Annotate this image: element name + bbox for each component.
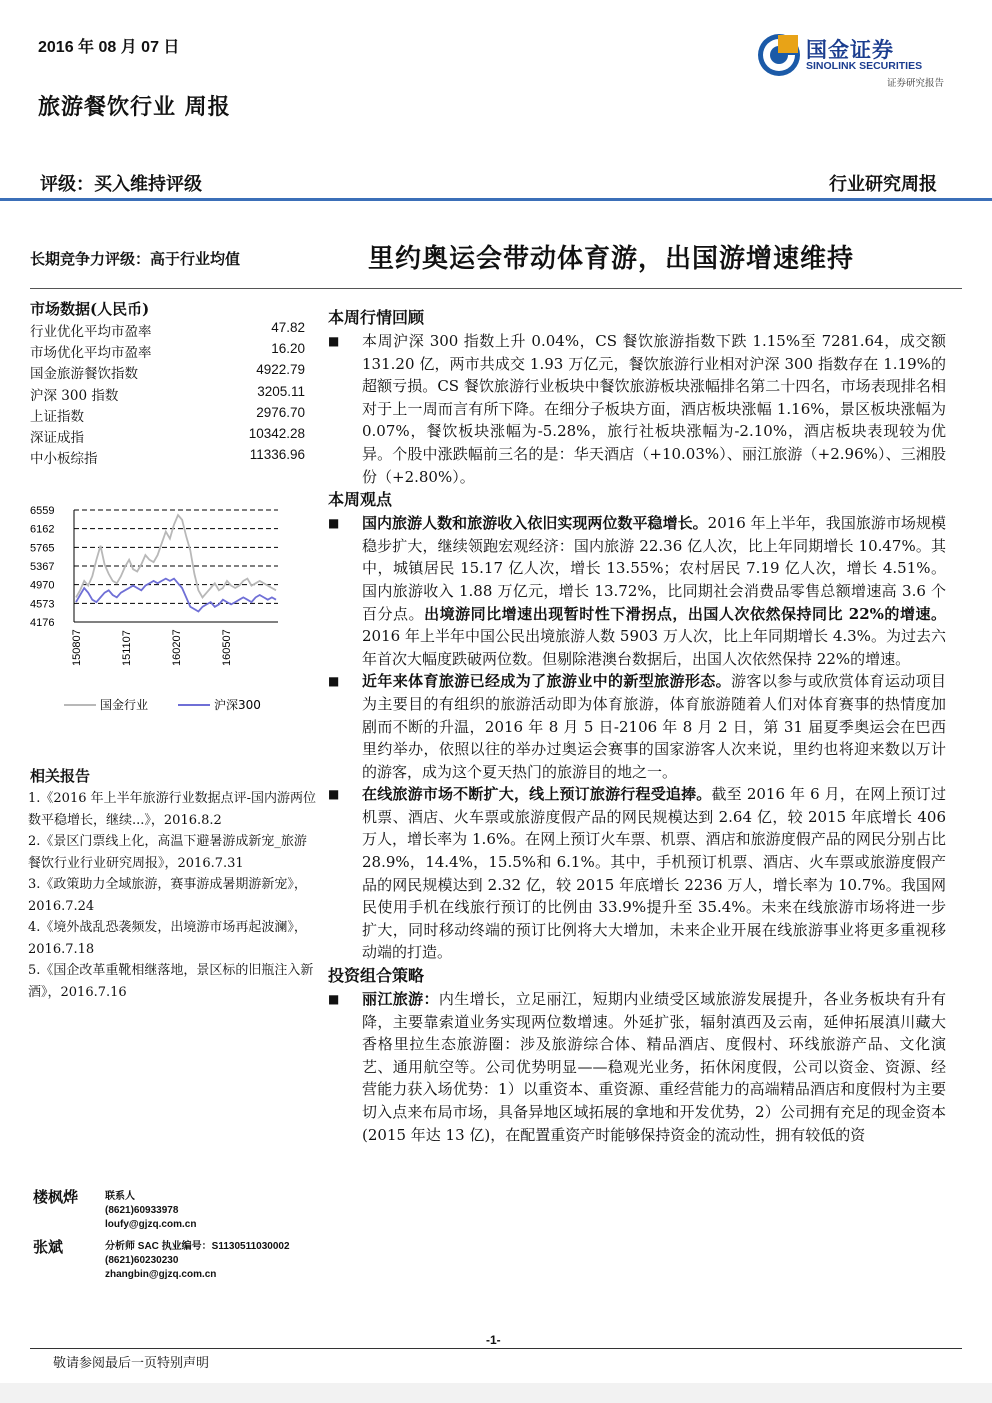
related-report-item: 4.《境外战乱恐袭频发，出境游市场再起波澜》，2016.7.18	[28, 920, 307, 957]
authors	[33, 1186, 323, 1286]
market-data-row	[30, 405, 305, 426]
market-data-title: 市场数据(人民币)	[30, 300, 150, 318]
related-report-item: 3.《政策助力全域旅游，赛事游成暑期游新宠》，2016.7.24	[28, 877, 307, 914]
market-data-row	[30, 341, 305, 362]
market-data-row	[30, 384, 305, 405]
legend-label: 国金行业	[100, 698, 149, 712]
related-report-item: 2.《景区门票线上化，高温下避暑游成新宠_旅游餐饮行业行业研究周报》，2016.7.31	[28, 834, 307, 871]
market-data-value: 47.82	[271, 320, 305, 335]
headline-divider	[30, 288, 962, 289]
author-role: 分析师 SAC 执业编号：S1130511030002	[105, 1241, 290, 1252]
index-chart	[28, 495, 283, 730]
report-title: 旅游餐饮行业 周报	[38, 94, 231, 120]
bottom-bar	[0, 1383, 992, 1403]
paragraph-bold: 近年来体育旅游已经成为了旅游业中的新型旅游形态。	[362, 672, 732, 691]
author-info	[105, 1240, 290, 1282]
market-data-row	[30, 426, 305, 447]
rating: 评级：买入维持评级	[40, 174, 202, 195]
logo-name: 国金证券	[806, 38, 894, 62]
y-tick-label: 5367	[30, 561, 55, 573]
market-data-value: 10342.28	[248, 425, 305, 441]
logo-subtitle: 证券研究报告	[886, 78, 944, 89]
headline: 里约奥运会带动体育游，出国游增速维持	[368, 244, 855, 274]
logo	[756, 32, 946, 90]
author-name: 楼枫烨	[33, 1188, 79, 1206]
paragraph-weekly-review	[328, 330, 946, 488]
paragraph-bold: 丽江旅游：	[362, 990, 439, 1009]
author-block	[33, 1236, 323, 1286]
footer-divider	[30, 1348, 962, 1349]
y-tick-label: 5765	[30, 542, 55, 555]
paragraph-sports-tourism	[328, 670, 946, 783]
paragraph-text: 截至 2016 年 6 月，在网上预订过机票、酒店、火车票或旅游度假产品的网民规模达到 2.64 亿，较 2015 年底增长 406 万人，增长率为 1.6%。在网上预订火车票、机票、酒店和旅游度假产品的网民分别占比 28.9%，14.4%，15.5%和 6.1%。其中，手机预订机票、酒店、火车票或旅游度假产品的网民规模达到 2.32 亿，较 2015 年底增长 2236 万人，增长率为 10.7%。我国网民使用手机在线旅行预订的比例由 33.9%提升至 35.4%。未来在线旅游市场将进一步扩大，同时移动终端的预订比例将大大增加，未来企业开展在线旅游事业将更多重视移动端的打造。	[362, 785, 946, 962]
bullet-icon: ■	[328, 992, 340, 1007]
report-type: 行业研究周报	[829, 174, 937, 195]
disclaimer: 敬请参阅最后一页特别声明	[53, 1356, 210, 1371]
market-data-row	[30, 320, 305, 341]
paragraph-bold: 国内旅游人数和旅游收入依旧实现两位数平稳增长。	[362, 514, 708, 533]
x-tick-label: 160207	[171, 629, 183, 666]
author-name: 张斌	[33, 1238, 64, 1256]
main-content	[328, 306, 946, 1146]
market-data-label: 市场优化平均市盈率	[30, 345, 152, 362]
market-data-row	[30, 447, 305, 468]
y-tick-label: 6559	[30, 505, 55, 517]
paragraph-text: 游客以参与或欣赏体育运动项目为主要目的有组织的旅游活动即为体育旅游，体育旅游随着人们对体育赛事的热情度加剧而不断的升温，2016 年 8 月 5 日-2106 年 8 月 2 日，第 31 届夏季奥运会在巴西里约举办，依照以往的举办过奥运会赛事的国家游客人次来说，里约也将迎来数以万计的游客，成为这个夏天热门的旅游目的地之一。	[362, 672, 946, 781]
sinolink-logo-icon	[756, 32, 802, 78]
market-data-value: 16.20	[271, 341, 305, 357]
market-data-row	[30, 362, 305, 383]
author-block	[33, 1186, 323, 1236]
x-tick-label: 150807	[71, 629, 83, 666]
author-phone: (8621)60933978	[105, 1205, 179, 1216]
section-weekly-review: 本周行情回顾	[328, 308, 425, 327]
section-portfolio: 投资组合策略	[328, 966, 425, 986]
author-role: 联系人	[105, 1191, 135, 1202]
author-email: zhangbin@gjzq.com.cn	[105, 1269, 217, 1280]
market-data-value: 2976.70	[256, 404, 305, 420]
market-data-value: 4922.79	[256, 362, 305, 378]
related-reports-list	[28, 788, 318, 1003]
market-data-label: 上证指数	[30, 408, 84, 425]
related-report-item: 1.《2016 年上半年旅游行业数据点评-国内游两位数平稳增长，继续...》，2016.8.2	[28, 791, 317, 828]
paragraph-online-tourism	[328, 783, 946, 964]
bullet-icon: ■	[328, 516, 340, 531]
longterm-rating: 长期竞争力评级：高于行业均值	[30, 250, 241, 268]
y-tick-label: 4970	[30, 579, 55, 592]
logo-english-name: SINOLINK SECURITIES	[806, 60, 923, 72]
y-tick-label: 6162	[30, 523, 55, 536]
market-data-label: 深证成指	[30, 429, 84, 446]
report-date: 2016 年 08 月 07 日	[38, 39, 180, 56]
paragraph-bold: 在线旅游市场不断扩大，线上预订旅游行程受追捧。	[362, 785, 712, 804]
market-data-value: 3205.11	[257, 383, 305, 399]
bullet-icon: ■	[328, 674, 340, 689]
market-data-label: 中小板综指	[30, 451, 98, 468]
paragraph-domestic-tourism	[328, 512, 946, 670]
y-tick-label: 4176	[30, 617, 55, 629]
author-info	[105, 1190, 196, 1232]
bullet-icon: ■	[328, 334, 340, 348]
x-tick-label: 160507	[221, 629, 233, 666]
header-divider	[0, 198, 992, 201]
market-data-label: 沪深 300 指数	[30, 387, 119, 404]
legend-label: 沪深300	[214, 698, 261, 712]
related-reports-title: 相关报告	[30, 767, 91, 785]
related-report-item: 5.《国企改革重靴相继落地，景区标的旧瓶注入新酒》，2016.7.16	[28, 963, 314, 1000]
paragraph-bold: 出境游同比增速出现暂时性下滑拐点，出国人次依然保持同比 22%的增速。	[424, 604, 946, 623]
page-number: -1-	[486, 1333, 501, 1347]
paragraph-text: 内生增长，立足丽江，短期内业绩受区域旅游发展提升，各业务板块有升有降，主要靠索道业务实现两位数增速。外延扩张，辐射滇西及云南，延伸拓展滇川藏大香格里拉生态旅游圈：涉及旅游综合体、精品酒店、度假村、环线旅游产品、文化演艺、通用航空等。公司优势明显——稳观光业务，拓休闲度假，公司以资金、资源、经营能力获入场优势：1）以重资本、重资源、重经营能力的高端精品酒店和度假村为主要切入点来布局市场，具备异地区域拓展的拿地和开发优势，2）公司拥有充足的现金资本(2015 年达 13 亿)，在配置重资产时能够保持资金的流动性，拥有较低的资	[362, 990, 946, 1144]
market-data-value: 11336.96	[249, 447, 305, 463]
author-email: loufy@gjzq.com.cn	[105, 1219, 197, 1230]
market-data-table	[30, 320, 305, 468]
series-line-hs300	[76, 579, 276, 612]
section-weekly-views: 本周观点	[328, 490, 393, 510]
paragraph-text: 本周沪深 300 指数上升 0.04%，CS 餐饮旅游指数下跌 1.15%至 7281.64，成交额 131.20 亿，两市共成交 1.93 万亿元，餐饮旅游行业相对沪深 300 指数存在 1.19%的超额亏损。CS 餐饮旅游行业板块中餐饮旅游板块涨幅排名第二十四名，市场表现排名相对于上一周而言有所下降。在细分子板块方面，酒店板块涨幅 1.16%，景区板块涨幅为 0.07%，餐饮板块涨幅为-5.28%，旅行社板块涨幅为-2.10%，酒店板块表现较为优异。个股中涨跌幅前三名的是：华天酒店（+10.03%）、丽江旅游（+2.96%）、三湘股份（+2.80%）。	[362, 332, 946, 486]
author-phone: (8621)60230230	[105, 1255, 179, 1266]
y-tick-label: 4573	[30, 598, 55, 611]
paragraph-lijiang	[328, 988, 946, 1146]
paragraph-text: 2016 年上半年，我国旅游市场规模稳步扩大，继续领跑宏观经济：国内旅游 22.36 亿人次，比上年同期增长 10.47%。其中，城镇居民 15.17 亿人次，增长 13.55%；农村居民 7.19 亿人次，增长 4.51%。国内旅游收入 1.88 万亿元，增长 13.72%，比同期社会消费品零售总额增速高 3.6 个百分点。	[362, 514, 946, 623]
paragraph-text: 2016 年上半年中国公民出境旅游人数 5903 万人次，比上年同期增长 4.3%。为过去六年首次大幅度跌破两位数。但剔除港澳台数据后，出国人次依然保持 22%的增速。	[362, 627, 946, 668]
bullet-icon: ■	[328, 787, 340, 802]
x-tick-label: 151107	[121, 630, 133, 666]
market-data-label: 国金旅游餐饮指数	[30, 366, 138, 383]
market-data-label: 行业优化平均市盈率	[30, 324, 152, 340]
